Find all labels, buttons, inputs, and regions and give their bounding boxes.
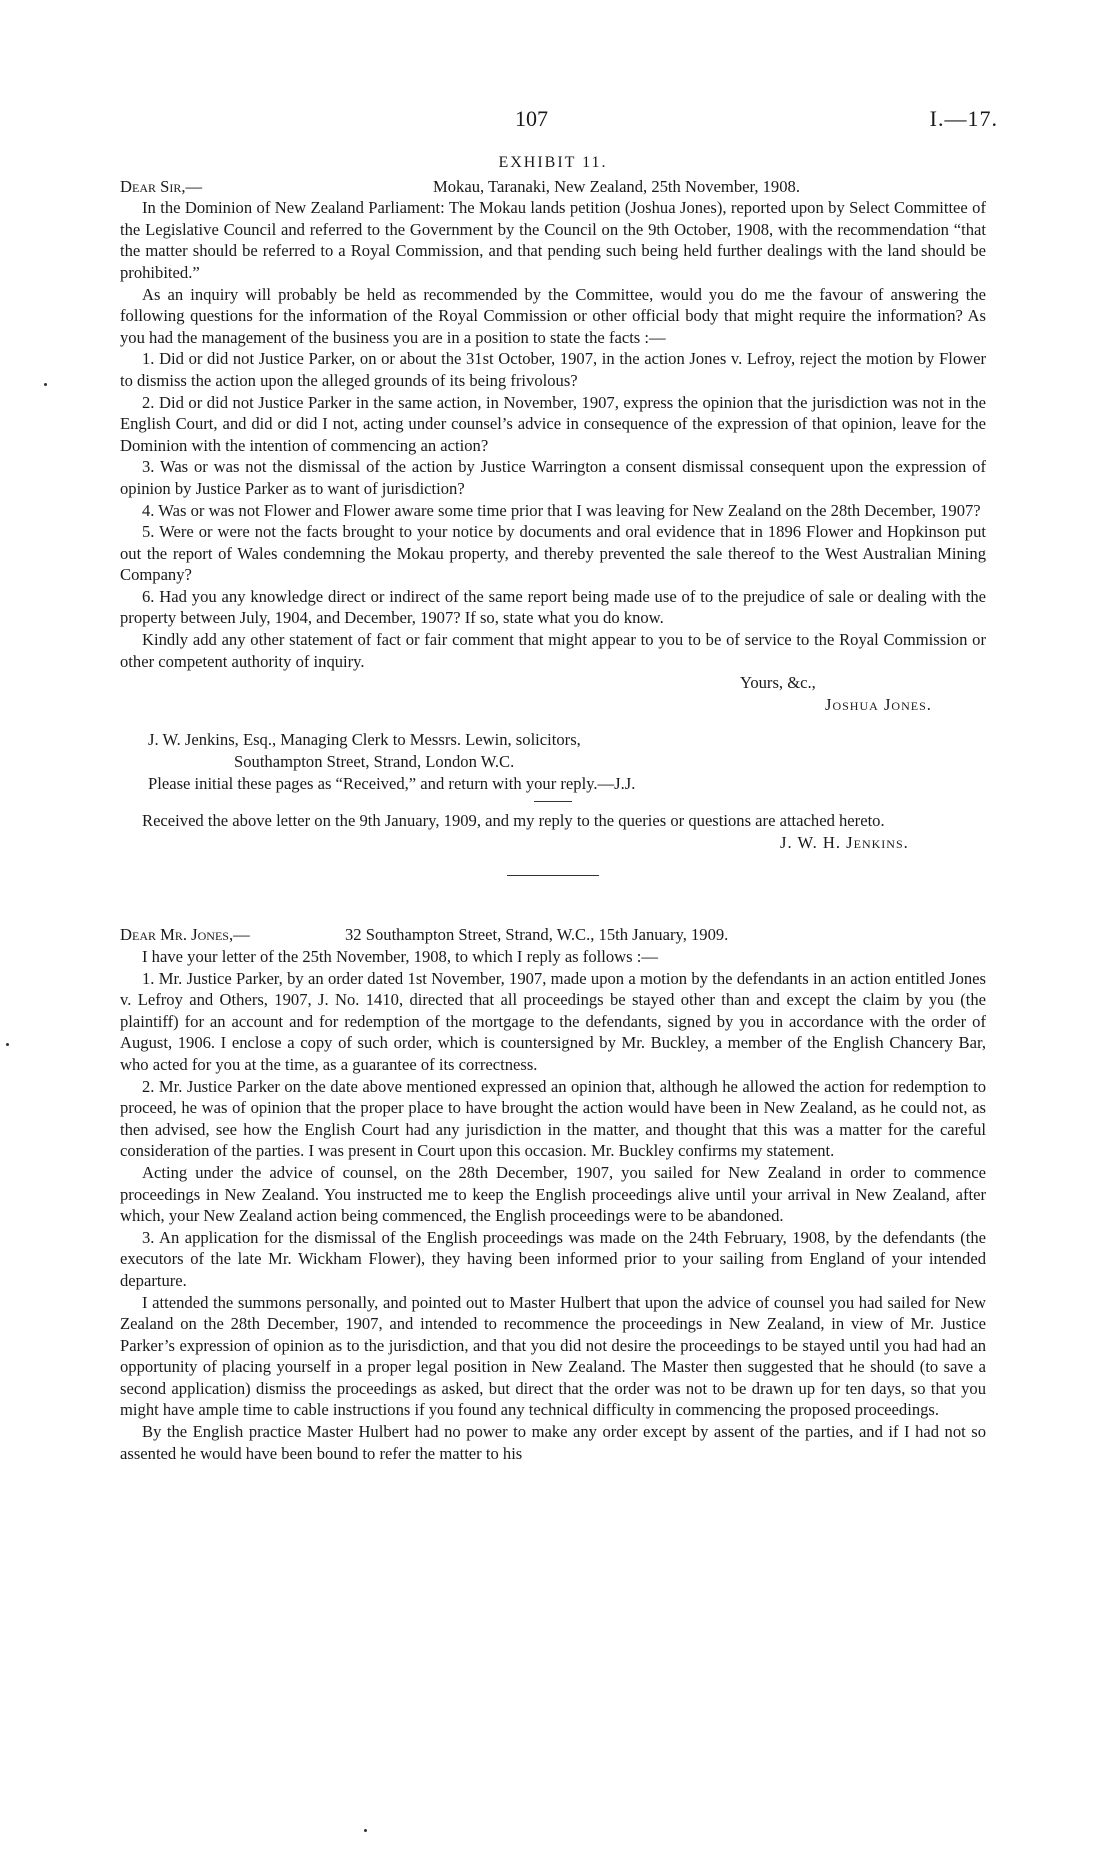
reply-salutation: Dear Mr. Jones,— — [120, 925, 250, 945]
reply-heading — [120, 924, 986, 946]
dateline: Mokau, Taranaki, New Zealand, 25th November, 1908. — [433, 176, 800, 196]
question-2: 2. Did or did not Justice Parker in the same action, in November, 1907, express the opinion that the jurisdiction was not in the English Court, and did or did I not, acting under counsel’s advice in consequence of the expression of that opinion, leave for the Dominion with the intention of commencing an action? — [120, 392, 986, 455]
margin-mark — [364, 1829, 367, 1832]
question-5: 5. Were or were not the facts brought to your notice by documents and oral evidence that in 1896 Flower and Hopkinson put out the report of Wales condemning the Mokau property, and thereby prevented the sale thereof to the West Australian Mining Company? — [120, 522, 986, 585]
paragraph: Kindly add any other statement of fact or fair comment that might appear to you to be of service to the Royal Commission or other competent authority of inquiry. — [120, 630, 986, 671]
reply-paragraph: 3. An application for the dismissal of the English proceedings was made on the 24th February, 1908, by the defendants (the executors of the late Mr. Wickham Flower), they having been informed prior to your sailing from England of your intended departure. — [120, 1227, 986, 1290]
exhibit-title: EXHIBIT 11. — [498, 154, 608, 171]
salutation: Dear Sir,— — [120, 176, 203, 196]
letter-heading — [120, 176, 986, 198]
receipt-signature: J. W. H. Jenkins. — [780, 832, 909, 852]
divider — [534, 801, 572, 802]
signature: Joshua Jones. — [825, 694, 932, 714]
reply-paragraph: By the English practice Master Hulbert had no power to make any order except by assent of the parties, and if I had not so assented he would have been bound to refer the matter to his — [120, 1422, 986, 1463]
receipt-note: Received the above letter on the 9th January, 1909, and my reply to the queries or questions are attached hereto. — [142, 811, 885, 831]
question-4: 4. Was or was not Flower and Flower aware some time prior that I was leaving for New Zealand on the 28th December, 1907? — [142, 500, 981, 520]
postscript-note: Please initial these pages as “Received,” and return with your reply.—J.J. — [148, 773, 636, 793]
margin-mark — [6, 1043, 9, 1046]
paragraph: In the Dominion of New Zealand Parliament: The Mokau lands petition (Joshua Jones), reported upon by Select Committee of the Legislative Council and referred to the Government by the Council on the 9th October, 1908, with the recommendation “that the matter should be referred to a Royal Commission, and that pending such being held further dealings with the land should be prohibited.” — [120, 198, 986, 282]
question-6: 6. Had you any knowledge direct or indirect of the same report being made use of to the prejudice of sale or dealing with the property between July, 1904, and December, 1907? If so, state what you do know. — [120, 586, 986, 628]
closing: Yours, &c., — [740, 673, 816, 693]
spacer — [120, 715, 986, 729]
page-number: 107 — [515, 106, 548, 131]
question-3: 3. Was or was not the dismissal of the action by Justice Warrington a consent dismissal consequent upon the expression of opinion by Justice Parker as to want of jurisdiction? — [120, 457, 986, 498]
reply-paragraph: Acting under the advice of counsel, on the 28th December, 1907, you sailed for New Zealand in order to commence proceedings in New Zealand. You instructed me to keep the English proceedings alive until your arrival in New Zealand, after which, your New Zealand action being commenced, the English proceedings were to be abandoned. — [120, 1162, 986, 1226]
reply-paragraph: 2. Mr. Justice Parker on the date above mentioned expressed an opinion that, although he allowed the action for redemption to proceed, he was of opinion that the proper place to have brought the action would have been in New Zealand, as he could not, as then advised, see how the English Court had any jurisdiction in the matter, and thought that this was a matter for the careful consideration of the parties. I was present in Court upon this occasion. Mr. Buckley confirms my statement. — [120, 1076, 986, 1161]
paragraph: As an inquiry will probably be held as recommended by the Committee, would you do me the favour of answering the following questions for the information of the Royal Commission or other official body that might require the information? As you had the management of the business you are in a position to state the facts :— — [120, 284, 986, 347]
parliamentary-reference: I.—17. — [929, 106, 998, 131]
reply-paragraph: I have your letter of the 25th November, 1908, to which I reply as follows :— — [142, 947, 658, 966]
addressee-line: Southampton Street, Strand, London W.C. — [234, 752, 515, 772]
document-body — [120, 152, 986, 1464]
reply-paragraph: I attended the summons personally, and pointed out to Master Hulbert that upon the advice of counsel you had sailed for New Zealand on the 28th December, 1907, and intended to recommence the proceedings in New Zealand, in view of Mr. Justice Parker’s expression of opinion as to the jurisdiction, and that you did not desire the proceedings to be stayed until you had had an opportunity of placing yourself in a proper legal position in New Zealand. The Master then suggested that he should (to save a second application) dismiss the proceedings as asked, but direct that the order was not to be drawn up for ten days, so that you might have ample time to cable instructions if you found any technical difficulty in commencing the proposed proceedings. — [120, 1292, 986, 1420]
reply-dateline: 32 Southampton Street, Strand, W.C., 15th January, 1909. — [345, 925, 729, 945]
addressee-line: J. W. Jenkins, Esq., Managing Clerk to Messrs. Lewin, solicitors, — [148, 730, 581, 750]
margin-mark — [44, 383, 47, 386]
section-divider — [507, 875, 599, 876]
question-1: 1. Did or did not Justice Parker, on or about the 31st October, 1907, in the action Jones v. Lefroy, reject the motion by Flower to dismiss the action upon the alleged grounds of its being frivolous? — [120, 349, 986, 390]
reply-paragraph: 1. Mr. Justice Parker, by an order dated 1st November, 1907, made upon a motion by the defendants in an action entitled Jones v. Lefroy and Others, 1907, J. No. 1410, directed that all proceedings be stayed other than and except the claim by you (the plaintiff) for an account and for redemption of the mortgage to the defendants, signed by you in accordance with the order of August, 1906. I enclose a copy of such order, which is countersigned by Mr. Buckley, a member of the English Chancery Bar, who acted for you at the time, as a guarantee of its correctness. — [120, 968, 986, 1074]
page-header — [0, 106, 1114, 136]
